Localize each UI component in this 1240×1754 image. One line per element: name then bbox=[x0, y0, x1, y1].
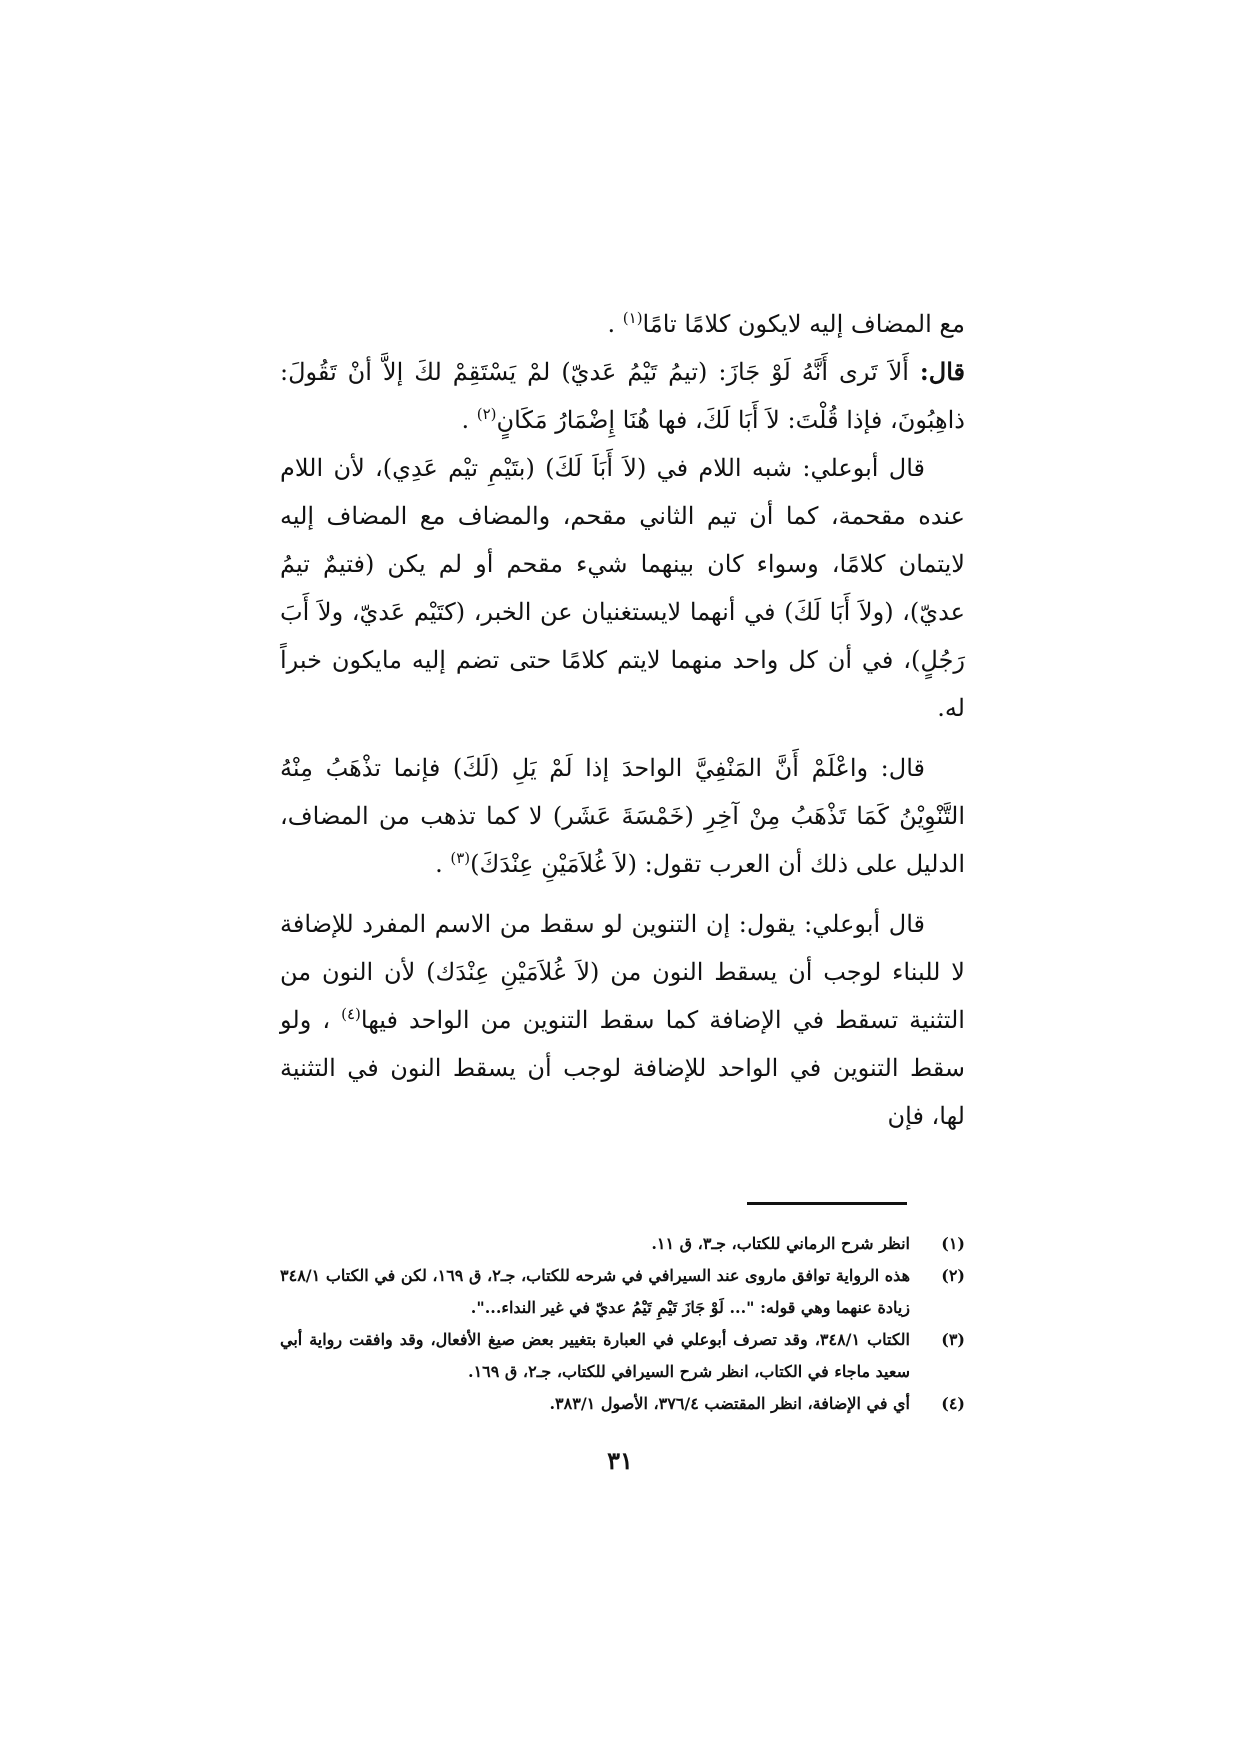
footnote-ref[interactable]: (٤) bbox=[341, 1005, 361, 1023]
paragraph-commentary bbox=[280, 444, 965, 732]
footnote bbox=[280, 1388, 965, 1420]
paragraph-tail: ، ولو سقط التنوين في الواحد للإضافة لوجب أن يسقط النون في التثنية لها، فإن bbox=[280, 1006, 965, 1130]
footnote-separator bbox=[747, 1202, 907, 1205]
footnote-number: (٣) bbox=[941, 1330, 965, 1349]
page-number: ٣١ bbox=[607, 1446, 633, 1475]
paragraph-text: أَلاَ تَرى أَنَّهُ لَوْ جَازَ: (تيمُ تَيْمُ عَديّ) لمْ يَسْتَقِمْ لكَ إلاَّ أنْ تَقُولَ: ذاهِبُونَ، فإذا قُلْتَ: لاَ أَبَا لَكَ، فها هُنَا إِضْمَارُ مَكَانٍ bbox=[280, 358, 965, 434]
paragraph-text: قال أبوعلي: يقول: إن التنوين لو سقط من الاسم المفرد للإضافة لا للبناء لوجب أن يسقط النون من (لاَ غُلاَمَيْنِ عِنْدَك) لأن النون من التثنية تسقط في الإضافة كما سقط التنوين من الواحد فيها bbox=[280, 910, 965, 1034]
footnote bbox=[280, 1260, 965, 1324]
paragraph-commentary bbox=[280, 900, 965, 1140]
paragraph-tail: . bbox=[607, 310, 616, 338]
footnote-number: (٢) bbox=[941, 1266, 965, 1285]
paragraph-continuation bbox=[280, 300, 965, 348]
footnote bbox=[280, 1228, 965, 1260]
paragraph-tail: . bbox=[435, 850, 443, 878]
footnote-text: أي في الإضافة، انظر المقتضب ٣٧٦/٤، الأصول ٣٨٣/١. bbox=[549, 1394, 910, 1413]
paragraph-tail: . bbox=[461, 406, 470, 434]
footnotes bbox=[280, 1228, 965, 1420]
paragraph-quote bbox=[280, 348, 965, 444]
footnote-number: (١) bbox=[941, 1234, 965, 1253]
paragraph-text: قال أبوعلي: شبه اللام في (لاَ أَبَاَ لَكَ) (بتَيْمِ تيْم عَدِي)، لأن اللام عنده مقحمة، كما أن تيم الثاني مقحم، والمضاف مع المضاف إليه لايتمان كلامًا، وسواء كان بينهما شيء مقحم أو لم يكن (فتيمٌ تيمُ عديّ)، (ولاَ أَبَا لَكَ) في أنهما لايستغنيان عن الخبر، (كتَيْم عَديّ، ولاَ أَبَ رَجُلٍ)، في أن كل واحد منهما لايتم كلامًا حتى تضم إليه مايكون خبراً له. bbox=[280, 454, 965, 722]
footnote-number: (٤) bbox=[941, 1394, 965, 1413]
quote-lead: قال: bbox=[919, 357, 965, 386]
footnote-ref[interactable]: (٢) bbox=[476, 405, 497, 423]
paragraph-text: قال: واعْلَمْ أَنَّ المَنْفِيَّ الواحدَ إذا لَمْ يَلِ (لَكَ) فإنما تذْهَبُ مِنْهُ التَّنْوِيْنُ كَمَا تَذْهَبُ مِنْ آخِرِ (خَمْسَةَ عَشَر) لا كما تذهب من المضاف، الدليل على ذلك أن العرب تقول: (لاَ غُلاَمَيْنِ عِنْدَكَ) bbox=[280, 754, 965, 878]
footnote-ref[interactable]: (١) bbox=[622, 309, 643, 327]
footnote-ref[interactable]: (٣) bbox=[450, 849, 471, 867]
main-text bbox=[280, 300, 965, 1140]
paragraph-text: مع المضاف إليه لايكون كلامًا تامًا bbox=[642, 310, 965, 338]
paragraph-quote bbox=[280, 744, 965, 888]
footnote-text: انظر شرح الرماني للكتاب، جـ٣، ق ١١. bbox=[651, 1234, 910, 1253]
footnote-text: هذه الرواية توافق ماروى عند السيرافي في شرحه للكتاب، جـ٢، ق ١٦٩، لكن في الكتاب ٣٤٨/١ زيادة عنهما وهي قوله: "... لَوْ جَازَ تَيْمِ تَيْمُ عديّ في غير النداء...". bbox=[280, 1266, 911, 1317]
footnote-text: الكتاب ٣٤٨/١، وقد تصرف أبوعلي في العبارة بتغيير بعض صيغ الأفعال، وقد وافقت رواية أبي سعيد ماجاء في الكتاب، انظر شرح السيرافي للكتاب، جـ٢، ق ١٦٩. bbox=[280, 1330, 911, 1381]
footnote bbox=[280, 1324, 965, 1388]
